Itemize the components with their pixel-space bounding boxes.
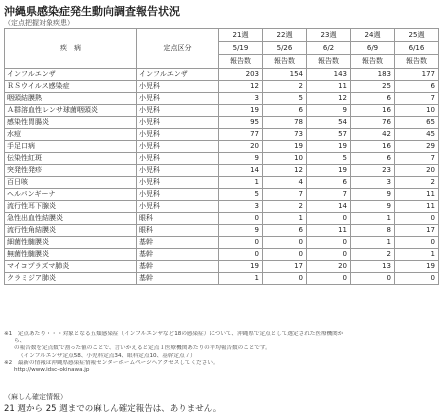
measles-statement: 21 週から 25 週までの麻しん確定報告は、ありません。 — [4, 404, 222, 414]
report-count-cell: 3 — [219, 201, 263, 213]
report-count-cell: 203 — [219, 69, 263, 81]
table-row — [5, 129, 439, 141]
table-row — [5, 93, 439, 105]
page-subtitle: （定点把握対象疾患） — [4, 19, 74, 27]
report-count-cell: 9 — [351, 189, 395, 201]
report-count-cell: 6 — [263, 225, 307, 237]
report-count-cell: 0 — [263, 249, 307, 261]
report-count-cell: 29 — [395, 141, 439, 153]
disease-name: 手足口病 — [5, 141, 137, 153]
report-count-cell: 17 — [395, 225, 439, 237]
sentinel-category: 小児科 — [137, 177, 219, 189]
sentinel-category: 小児科 — [137, 129, 219, 141]
header-week: 22週 — [263, 29, 307, 42]
sentinel-category: インフルエンザ — [137, 69, 219, 81]
report-count-cell: 0 — [351, 273, 395, 285]
footnote-line: （インフルエンザ定点58、小児科定点34、眼科定点10、基幹定点７） — [18, 352, 196, 359]
report-count-cell: 1 — [219, 273, 263, 285]
page-title: 沖縄県感染症発生動向調査報告状況 — [4, 5, 180, 18]
report-count-cell: 12 — [263, 165, 307, 177]
report-count-cell: 65 — [395, 117, 439, 129]
header-week: 24週 — [351, 29, 395, 42]
report-count-cell: 14 — [307, 201, 351, 213]
report-count-cell: 12 — [219, 81, 263, 93]
report-count-cell: 10 — [395, 105, 439, 117]
report-count-cell: 95 — [219, 117, 263, 129]
report-count-cell: 2 — [263, 81, 307, 93]
report-count-cell: 1 — [351, 237, 395, 249]
report-count-cell: 45 — [395, 129, 439, 141]
report-count-cell: 0 — [307, 249, 351, 261]
sentinel-category: 基幹 — [137, 273, 219, 285]
table-row — [5, 189, 439, 201]
report-count-cell: 0 — [219, 213, 263, 225]
disease-name: 伝染性紅斑 — [5, 153, 137, 165]
report-count-cell: 25 — [351, 81, 395, 93]
disease-name: 百日咳 — [5, 177, 137, 189]
table-row — [5, 117, 439, 129]
header-date: 6/9 — [351, 42, 395, 55]
report-count-cell: 7 — [307, 189, 351, 201]
sentinel-category: 小児科 — [137, 105, 219, 117]
disease-name: ＲＳウイルス感染症 — [5, 81, 137, 93]
disease-name: Ａ群溶血性レンサ球菌咽頭炎 — [5, 105, 137, 117]
report-count-cell: 16 — [351, 141, 395, 153]
report-count-cell: 6 — [395, 81, 439, 93]
report-count-cell: 3 — [351, 177, 395, 189]
report-count-cell: 19 — [307, 165, 351, 177]
report-count-cell: 20 — [395, 165, 439, 177]
report-count-cell: 0 — [395, 237, 439, 249]
header-report-count: 報告数 — [395, 55, 439, 69]
sentinel-category: 小児科 — [137, 165, 219, 177]
report-count-cell: 6 — [263, 105, 307, 117]
table-row — [5, 261, 439, 273]
report-count-cell: 19 — [263, 141, 307, 153]
report-count-cell: 11 — [395, 189, 439, 201]
table-row — [5, 165, 439, 177]
sentinel-category: 小児科 — [137, 141, 219, 153]
report-count-cell: 1 — [219, 177, 263, 189]
header-date: 5/26 — [263, 42, 307, 55]
report-count-cell: 5 — [219, 189, 263, 201]
report-count-cell: 77 — [219, 129, 263, 141]
footnote-line: ※2 最新の情報は沖縄県感染症情報センターホームページへアクセスしてください。 — [4, 359, 219, 366]
report-count-cell: 0 — [307, 213, 351, 225]
footnote-url: http://www.idsc-okinawa.jp — [14, 367, 90, 374]
report-count-cell: 19 — [395, 261, 439, 273]
report-count-cell: 14 — [219, 165, 263, 177]
header-report-count: 報告数 — [263, 55, 307, 69]
footnote-line: ら、 — [14, 338, 26, 345]
report-count-cell: 0 — [395, 213, 439, 225]
header-report-count: 報告数 — [351, 55, 395, 69]
header-report-count: 報告数 — [219, 55, 263, 69]
report-count-cell: 9 — [351, 201, 395, 213]
disease-name: 流行性角結膜炎 — [5, 225, 137, 237]
disease-name: 細菌性髄膜炎 — [5, 237, 137, 249]
footnotes — [4, 331, 440, 374]
table-row — [5, 177, 439, 189]
sentinel-category: 小児科 — [137, 117, 219, 129]
header-date: 5/19 — [219, 42, 263, 55]
footnote-line: の報告数を定点数で割った値のことで、言いかえると定点１医療機関あたりの平均報告数のことです。 — [14, 345, 271, 352]
report-count-cell: 4 — [263, 177, 307, 189]
report-count-cell: 0 — [395, 273, 439, 285]
report-count-cell: 2 — [395, 177, 439, 189]
report-count-cell: 73 — [263, 129, 307, 141]
report-count-cell: 19 — [307, 141, 351, 153]
report-count-cell: 7 — [395, 93, 439, 105]
report-count-cell: 6 — [351, 93, 395, 105]
report-count-cell: 57 — [307, 129, 351, 141]
disease-name: 突発性発疹 — [5, 165, 137, 177]
report-count-cell: 5 — [263, 93, 307, 105]
disease-name: 水痘 — [5, 129, 137, 141]
sentinel-category: 小児科 — [137, 189, 219, 201]
table-row — [5, 249, 439, 261]
disease-name: 流行性耳下腺炎 — [5, 201, 137, 213]
disease-name: ヘルパンギーナ — [5, 189, 137, 201]
report-count-cell: 5 — [307, 153, 351, 165]
report-count-cell: 12 — [307, 93, 351, 105]
header-report-count: 報告数 — [307, 55, 351, 69]
report-count-cell: 76 — [351, 117, 395, 129]
report-count-cell: 1 — [263, 213, 307, 225]
report-count-cell: 10 — [263, 153, 307, 165]
sentinel-category: 小児科 — [137, 201, 219, 213]
header-category: 定点区分 — [137, 29, 219, 69]
report-count-cell: 7 — [263, 189, 307, 201]
report-count-cell: 0 — [263, 237, 307, 249]
report-count-cell: 1 — [395, 249, 439, 261]
surveillance-table — [4, 28, 439, 285]
report-count-cell: 9 — [219, 225, 263, 237]
report-count-cell: 7 — [395, 153, 439, 165]
report-count-cell: 20 — [307, 261, 351, 273]
report-count-cell: 17 — [263, 261, 307, 273]
report-count-cell: 23 — [351, 165, 395, 177]
table-row — [5, 105, 439, 117]
report-count-cell: 177 — [395, 69, 439, 81]
disease-name: 咽頭結膜熱 — [5, 93, 137, 105]
sentinel-category: 基幹 — [137, 261, 219, 273]
sentinel-category: 眼科 — [137, 213, 219, 225]
report-count-cell: 0 — [307, 237, 351, 249]
report-count-cell: 0 — [307, 273, 351, 285]
report-count-cell: 154 — [263, 69, 307, 81]
table-row — [5, 69, 439, 81]
table-row — [5, 225, 439, 237]
report-count-cell: 143 — [307, 69, 351, 81]
header-week: 23週 — [307, 29, 351, 42]
table-row — [5, 273, 439, 285]
report-count-cell: 11 — [395, 201, 439, 213]
disease-name: インフルエンザ — [5, 69, 137, 81]
sentinel-category: 基幹 — [137, 249, 219, 261]
report-count-cell: 0 — [219, 249, 263, 261]
header-date: 6/2 — [307, 42, 351, 55]
report-count-cell: 9 — [219, 153, 263, 165]
report-count-cell: 19 — [219, 261, 263, 273]
disease-name: 急性出血性結膜炎 — [5, 213, 137, 225]
sentinel-category: 小児科 — [137, 93, 219, 105]
table-row — [5, 213, 439, 225]
report-count-cell: 2 — [351, 249, 395, 261]
table-row — [5, 81, 439, 93]
report-count-cell: 11 — [307, 81, 351, 93]
sentinel-category: 眼科 — [137, 225, 219, 237]
report-count-cell: 78 — [263, 117, 307, 129]
measles-heading: （麻しん確定情報） — [4, 393, 67, 401]
report-count-cell: 0 — [263, 273, 307, 285]
disease-name: 無菌性髄膜炎 — [5, 249, 137, 261]
sentinel-category: 基幹 — [137, 237, 219, 249]
table-row — [5, 141, 439, 153]
report-count-cell: 3 — [219, 93, 263, 105]
table-row — [5, 237, 439, 249]
report-count-cell: 11 — [307, 225, 351, 237]
report-count-cell: 183 — [351, 69, 395, 81]
report-count-cell: 19 — [219, 105, 263, 117]
report-count-cell: 8 — [351, 225, 395, 237]
report-count-cell: 13 — [351, 261, 395, 273]
header-date: 6/16 — [395, 42, 439, 55]
report-count-cell: 42 — [351, 129, 395, 141]
report-count-cell: 9 — [307, 105, 351, 117]
header-disease: 疾 病 — [5, 29, 137, 69]
table-row — [5, 153, 439, 165]
footnote-line: ※1 定点あたり・・・対象となる五類感染症（インフルエンザなど18の感染症）について、沖縄県で定点として選定された医療機関か — [4, 331, 344, 337]
report-count-cell: 20 — [219, 141, 263, 153]
report-count-cell: 0 — [219, 237, 263, 249]
header-week: 25週 — [395, 29, 439, 42]
disease-name: マイコプラズマ肺炎 — [5, 261, 137, 273]
report-count-cell: 16 — [351, 105, 395, 117]
report-count-cell: 2 — [263, 201, 307, 213]
disease-name: クラミジア肺炎 — [5, 273, 137, 285]
sentinel-category: 小児科 — [137, 81, 219, 93]
report-count-cell: 6 — [307, 177, 351, 189]
header-week: 21週 — [219, 29, 263, 42]
table-row — [5, 201, 439, 213]
report-count-cell: 6 — [351, 153, 395, 165]
report-count-cell: 1 — [351, 213, 395, 225]
report-count-cell: 54 — [307, 117, 351, 129]
disease-name: 感染性胃腸炎 — [5, 117, 137, 129]
sentinel-category: 小児科 — [137, 153, 219, 165]
